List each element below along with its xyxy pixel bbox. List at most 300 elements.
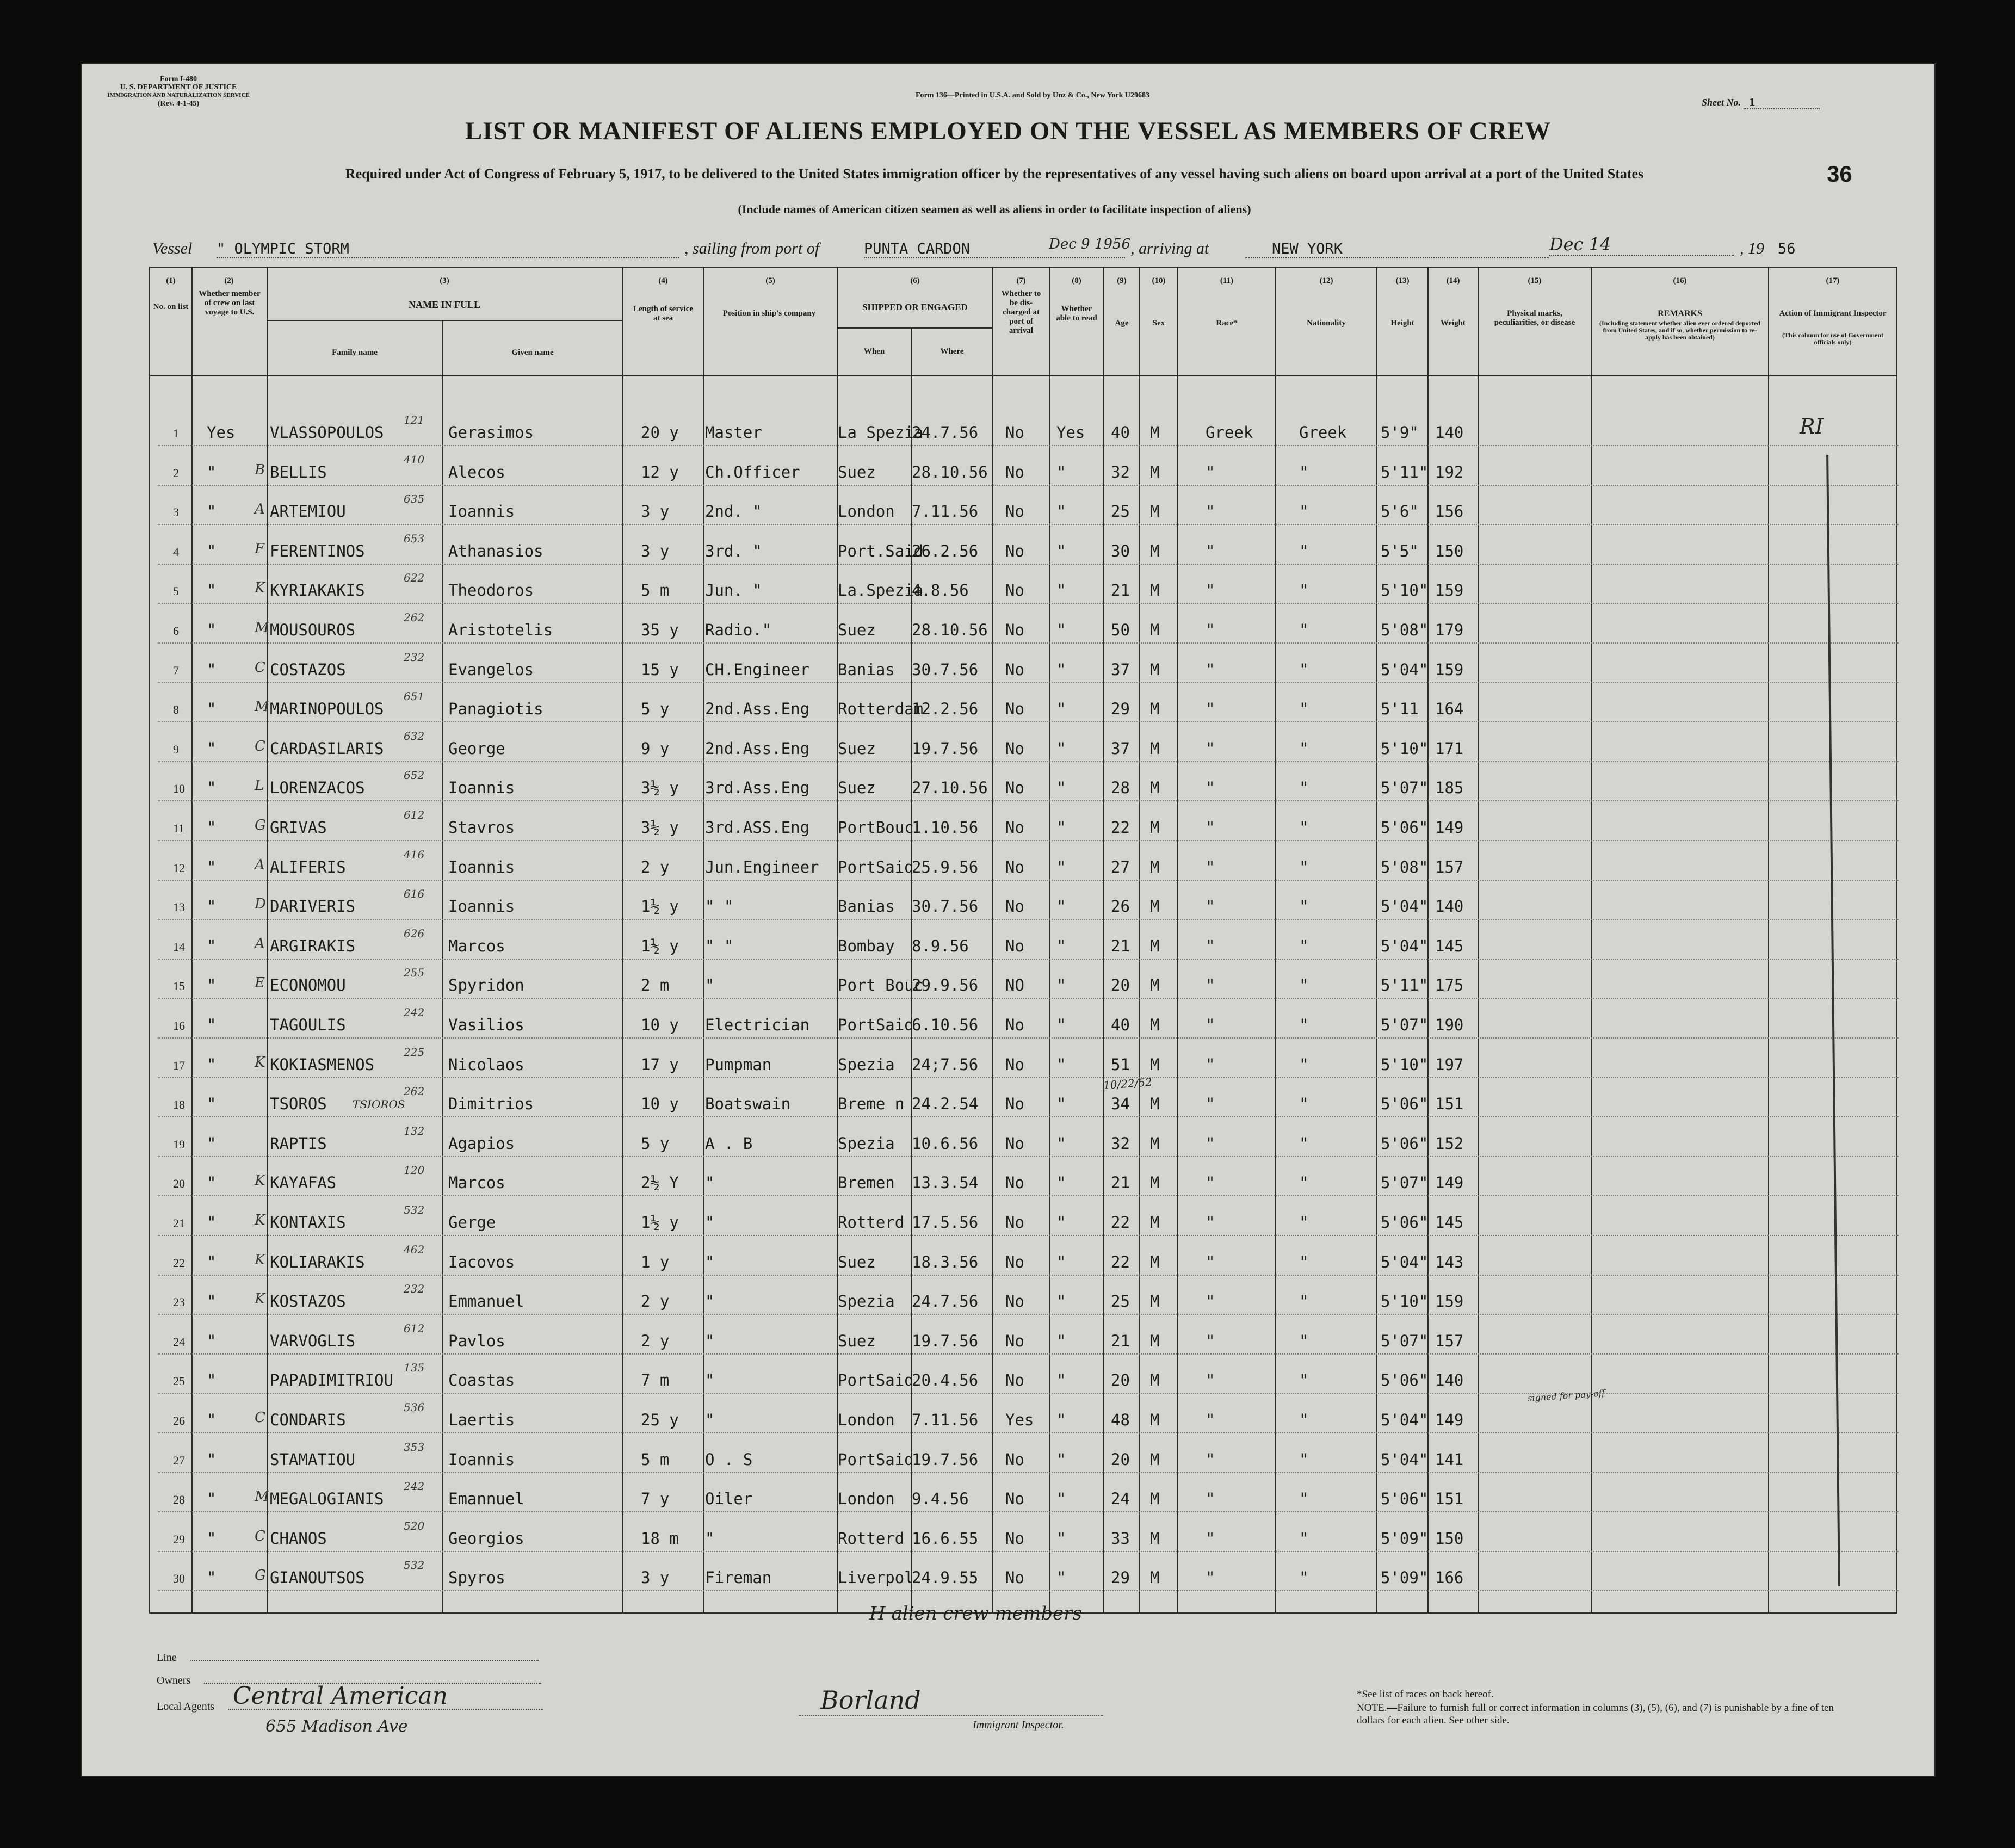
family-name: FERENTINOS (270, 541, 365, 560)
shipped-when: 19.7.56 (912, 1450, 979, 1469)
race: " (1206, 936, 1215, 955)
last-voyage: " (207, 1371, 217, 1390)
row17-stamp: 10/22/52 (1103, 1075, 1153, 1092)
position: Fireman (705, 1568, 772, 1587)
row-mark: K (255, 1291, 265, 1308)
position: CH.Engineer (705, 660, 810, 679)
position: " (705, 1371, 715, 1390)
service-length: 3½ y (641, 778, 679, 798)
shipped-when: 24.7.56 (912, 423, 979, 442)
row-mark: K (255, 1172, 265, 1189)
row-number: 21 (173, 1216, 185, 1230)
height: 5'04" (1381, 660, 1429, 679)
age: 40 (1111, 423, 1130, 442)
service-length: 20 y (641, 423, 679, 442)
family-name: CARDASILARIS (270, 739, 384, 758)
vessel-line (81, 235, 1936, 262)
col13-number: (13) (1395, 276, 1410, 285)
family-code: 616 (404, 887, 425, 901)
family-name: LORENZACOS (270, 778, 365, 798)
row-number: 7 (173, 663, 179, 677)
last-voyage: " (207, 1450, 217, 1469)
col8-number: (8) (1072, 276, 1081, 285)
position: " (705, 1331, 715, 1350)
table-row (81, 650, 1936, 689)
race: " (1206, 1411, 1215, 1429)
row-number: 24 (173, 1334, 185, 1349)
shipped-when: 1.10.56 (912, 818, 979, 837)
row-mark: K (255, 1054, 265, 1071)
given-name: George (448, 739, 505, 758)
position: Boatswain (705, 1095, 791, 1114)
table-row (81, 1321, 1936, 1360)
given-name: Stavros (448, 818, 515, 837)
row-number: 23 (173, 1295, 185, 1309)
race: " (1206, 857, 1215, 876)
height: 5'07" (1381, 1331, 1429, 1350)
height: 5'10" (1381, 1055, 1429, 1074)
sex: M (1150, 423, 1160, 442)
row-mark: C (255, 1410, 265, 1426)
nationality: " (1299, 778, 1309, 798)
sex: M (1150, 462, 1160, 481)
table-row (81, 1123, 1936, 1163)
able-to-read: " (1056, 1371, 1066, 1390)
nationality: " (1299, 1213, 1309, 1232)
able-to-read: " (1056, 541, 1066, 560)
family-name: MOUSOUROS (270, 621, 356, 639)
row-mark: A (255, 856, 265, 873)
age: 22 (1111, 818, 1130, 837)
last-voyage: " (207, 462, 217, 481)
given-name: Pavlos (448, 1331, 505, 1350)
position: " " (705, 897, 734, 916)
table-row (81, 1281, 1936, 1320)
nationality: " (1299, 1450, 1309, 1469)
nationality: " (1299, 541, 1309, 560)
service-length: 1 y (641, 1252, 670, 1271)
vessel-name: " OLYMPIC STORM (217, 240, 679, 258)
given-name: Georgios (448, 1529, 524, 1548)
col7-header: Whether to be dis-charged at port of arrival (1001, 289, 1041, 335)
year-prefix: , 19 (1740, 239, 1764, 257)
given-name: Aristotelis (448, 621, 553, 639)
family-code: 651 (404, 690, 425, 703)
height: 5'06" (1381, 1095, 1429, 1114)
discharged: No (1005, 1331, 1024, 1350)
last-voyage: " (207, 1213, 217, 1232)
row-mark: M (255, 1488, 269, 1505)
age: 21 (1111, 581, 1130, 600)
discharged: No (1005, 778, 1024, 798)
col8-header: Whether able to read (1056, 305, 1097, 323)
family-name: BELLIS (270, 462, 327, 481)
discharged: No (1005, 1055, 1024, 1074)
discharged: No (1005, 502, 1024, 521)
table-row (81, 689, 1936, 728)
position: Ch.Officer (705, 462, 800, 481)
given-name: Theodoros (448, 581, 534, 600)
discharged: NO (1005, 976, 1024, 995)
row-mark: K (255, 1212, 265, 1228)
shipped-where: Port Bouc (838, 976, 924, 995)
shipped-when: 12.2.56 (912, 700, 979, 719)
shipped-when: 28.10.56 (912, 462, 988, 481)
family-name: PAPADIMITRIOU (270, 1371, 393, 1390)
height: 5'08" (1381, 857, 1429, 876)
nationality: " (1299, 502, 1309, 521)
sex: M (1150, 541, 1160, 560)
height: 5'11 (1381, 700, 1419, 719)
shipped-where: Suez (838, 778, 876, 798)
weight: 164 (1435, 700, 1464, 719)
height: 5'6" (1381, 502, 1419, 521)
col13-header: Height (1390, 319, 1414, 327)
weight: 140 (1435, 423, 1464, 442)
discharged: No (1005, 739, 1024, 758)
able-to-read: " (1056, 936, 1066, 955)
position: O . S (705, 1450, 753, 1469)
shipped-where: Suez (838, 1331, 876, 1350)
sheet-value: 1 (1744, 97, 1820, 109)
nationality: " (1299, 1292, 1309, 1311)
discharged: No (1005, 1173, 1024, 1192)
footer-note: NOTE.—Failure to furnish full or correct information in columns (3), (5), (6), and (7) is punishable by a fine of ten dollars for each alien. See other side. (1357, 1702, 1834, 1726)
height: 5'04" (1381, 936, 1429, 955)
row-number: 13 (173, 900, 185, 914)
service-length: 17 y (641, 1055, 679, 1074)
table-row (81, 1163, 1936, 1202)
family-code: 353 (404, 1440, 425, 1454)
nationality: " (1299, 462, 1309, 481)
last-voyage: " (207, 976, 217, 995)
age: 26 (1111, 897, 1130, 916)
able-to-read: " (1056, 1529, 1066, 1548)
age: 32 (1111, 462, 1130, 481)
race: " (1206, 1095, 1215, 1114)
last-voyage: " (207, 936, 217, 955)
col11-header: Race* (1216, 319, 1238, 327)
race: " (1206, 621, 1215, 639)
height: 5'06" (1381, 818, 1429, 837)
footer-line-label (157, 1652, 539, 1664)
service-length: 35 y (641, 621, 679, 639)
position: Jun.Engineer (705, 857, 819, 876)
discharged: No (1005, 423, 1024, 442)
col2-header: Whether member of crew on last voyage to U.S. (199, 289, 261, 317)
shipped-when: 24;7.56 (912, 1055, 979, 1074)
age: 21 (1111, 1331, 1130, 1350)
given-name: Ioannis (448, 778, 515, 798)
given-name: Gerasimos (448, 423, 534, 442)
given-name: Vasilios (448, 1016, 524, 1034)
family-code: 225 (404, 1045, 425, 1059)
table-row (81, 1202, 1936, 1241)
position: 2nd. " (705, 502, 762, 521)
nationality: " (1299, 581, 1309, 600)
position: " (705, 976, 715, 995)
shipped-where: London (838, 1489, 895, 1509)
shipped-where: PortSaid (838, 1016, 914, 1034)
position: Master (705, 423, 762, 442)
service-length: 2 y (641, 1292, 670, 1311)
able-to-read: " (1056, 778, 1066, 798)
able-to-read: " (1056, 1134, 1066, 1153)
table-row (81, 768, 1936, 807)
position: 3rd. " (705, 541, 762, 560)
height: 5'07" (1381, 1016, 1429, 1034)
col14-header: Weight (1441, 319, 1466, 327)
row-number: 30 (173, 1572, 185, 1586)
sex: M (1150, 1450, 1160, 1469)
inspector-signature: Borland (820, 1685, 921, 1715)
sex: M (1150, 1529, 1160, 1548)
race: " (1206, 976, 1215, 995)
height: 5'06" (1381, 1213, 1429, 1232)
family-code: 462 (404, 1243, 425, 1256)
shipped-where: Banias (838, 660, 895, 679)
race: " (1206, 1173, 1215, 1192)
row26-note: signed for pay-off (1527, 1388, 1605, 1404)
service-length: 10 y (641, 1016, 679, 1034)
height: 5'04" (1381, 1411, 1429, 1429)
family-name: GIANOUTSOS (270, 1568, 365, 1587)
able-to-read: " (1056, 1016, 1066, 1034)
arriving-label: , arriving at (1130, 239, 1209, 257)
discharged: No (1005, 1529, 1024, 1548)
table-row (81, 491, 1936, 530)
able-to-read: " (1056, 1173, 1066, 1192)
height: 5'11" (1381, 462, 1429, 481)
shipped-where: Suez (838, 739, 876, 758)
col11-number: (11) (1220, 276, 1234, 285)
table-row (81, 965, 1936, 1004)
shipped-where: Rotterdam (838, 700, 924, 719)
race: Greek (1206, 423, 1253, 442)
last-voyage: Yes (207, 423, 236, 442)
age: 28 (1111, 778, 1130, 798)
discharged: No (1005, 818, 1024, 837)
weight: 152 (1435, 1134, 1464, 1153)
table-row (81, 926, 1936, 965)
given-name: Coastas (448, 1371, 515, 1390)
owners-label: Owners (157, 1674, 191, 1686)
age: 29 (1111, 700, 1130, 719)
shipped-when: 6.10.56 (912, 1016, 979, 1034)
sex: M (1150, 818, 1160, 837)
height: 5'10" (1381, 1292, 1429, 1311)
race: " (1206, 1134, 1215, 1153)
form-revision: (Rev. 4-1-45) (157, 100, 200, 108)
agents-label: Local Agents (157, 1701, 215, 1713)
weight: 143 (1435, 1252, 1464, 1271)
row-number: 28 (173, 1493, 185, 1507)
discharged: No (1005, 660, 1024, 679)
col9-header: Age (1115, 319, 1129, 327)
agents-handwriting: Central American (233, 1682, 448, 1710)
given-name: Iacovos (448, 1252, 515, 1271)
service-length: 2½ Y (641, 1173, 679, 1192)
table-row (81, 1360, 1936, 1399)
nationality: " (1299, 818, 1309, 837)
able-to-read: " (1056, 976, 1066, 995)
given-name: Spyros (448, 1568, 505, 1587)
last-voyage: " (207, 581, 217, 600)
col5-number: (5) (765, 276, 775, 285)
height: 5'09" (1381, 1529, 1429, 1548)
given-name: Evangelos (448, 660, 534, 679)
family-name: TAGOULIS (270, 1016, 346, 1034)
service-length: 12 y (641, 462, 679, 481)
shipped-where: Spezia (838, 1134, 895, 1153)
given-name: Athanasios (448, 541, 543, 560)
col3-given-header: Given name (511, 348, 554, 357)
given-name: Nicolaos (448, 1055, 524, 1074)
able-to-read: " (1056, 1252, 1066, 1271)
age: 34 (1111, 1095, 1130, 1114)
last-voyage: " (207, 621, 217, 639)
last-voyage: " (207, 1489, 217, 1509)
last-voyage: " (207, 1292, 217, 1311)
form-number: Form I-480 (159, 75, 197, 83)
vessel-label: Vessel (152, 239, 193, 257)
position: " (705, 1292, 715, 1311)
row-number: 6 (173, 624, 179, 638)
age: 21 (1111, 936, 1130, 955)
able-to-read: " (1056, 897, 1066, 916)
shipped-when: 19.7.56 (912, 1331, 979, 1350)
family-code: 242 (404, 1006, 425, 1019)
row-mark: C (255, 1528, 265, 1544)
family-name: KYRIAKAKIS (270, 581, 365, 600)
weight: 151 (1435, 1095, 1464, 1114)
sex: M (1150, 660, 1160, 679)
nationality: " (1299, 1331, 1309, 1350)
able-to-read: " (1056, 700, 1066, 719)
family-name: STAMATIOU (270, 1450, 356, 1469)
position: A . B (705, 1134, 753, 1153)
nationality: Greek (1299, 423, 1347, 442)
nationality: " (1299, 1529, 1309, 1548)
col3-number: (3) (440, 276, 449, 285)
row-number: 9 (173, 742, 179, 756)
service-length: 25 y (641, 1411, 679, 1429)
col1-header: No. on list (153, 302, 189, 311)
discharged: No (1005, 1371, 1024, 1390)
race: " (1206, 897, 1215, 916)
weight: 185 (1435, 778, 1464, 798)
discharged: No (1005, 897, 1024, 916)
nationality: " (1299, 857, 1309, 876)
service-length: 5 m (641, 1450, 670, 1469)
family-code: 622 (404, 571, 425, 585)
family-name: KAYAFAS (270, 1173, 337, 1192)
shipped-where: Spezia (838, 1055, 895, 1074)
nationality: " (1299, 936, 1309, 955)
service-length: 18 m (641, 1529, 679, 1548)
position: Pumpman (705, 1055, 772, 1074)
nationality: " (1299, 1173, 1309, 1192)
service-length: 9 y (641, 739, 670, 758)
sex: M (1150, 976, 1160, 995)
family-code: 653 (404, 531, 425, 545)
row-mark: A (255, 935, 265, 952)
able-to-read: " (1056, 1055, 1066, 1074)
family-code: 612 (404, 1321, 425, 1335)
family-name: KOLIARAKIS (270, 1252, 365, 1271)
able-to-read: " (1056, 621, 1066, 639)
given-name: Panagiotis (448, 700, 543, 719)
discharged: No (1005, 462, 1024, 481)
sex: M (1150, 502, 1160, 521)
able-to-read: " (1056, 818, 1066, 837)
shipped-where: London (838, 502, 895, 521)
able-to-read: " (1056, 502, 1066, 521)
race: " (1206, 1252, 1215, 1271)
col4-header: Length of service at sea (633, 305, 693, 323)
discharged: No (1005, 857, 1024, 876)
port-to: NEW YORK (1245, 240, 1549, 258)
race: " (1206, 700, 1215, 719)
discharged: Yes (1005, 1411, 1034, 1429)
nationality: " (1299, 1016, 1309, 1034)
last-voyage: " (207, 857, 217, 876)
family-name: ALIFERIS (270, 857, 346, 876)
sex: M (1150, 1331, 1160, 1350)
row-number: 10 (173, 782, 185, 796)
last-voyage: " (207, 1568, 217, 1587)
position: " (705, 1252, 715, 1271)
weight: 166 (1435, 1568, 1464, 1587)
given-name: Spyridon (448, 976, 524, 995)
family-code: 232 (404, 650, 425, 664)
age: 22 (1111, 1252, 1130, 1271)
sex: M (1150, 1016, 1160, 1034)
sex: M (1150, 1292, 1160, 1311)
col6-where-header: Where (940, 347, 964, 356)
sex: M (1150, 857, 1160, 876)
discharged: No (1005, 700, 1024, 719)
shipped-where: Rotterd (838, 1529, 905, 1548)
agents-address: 655 Madison Ave (265, 1717, 408, 1736)
shipped-when: 10.6.56 (912, 1134, 979, 1153)
race: " (1206, 541, 1215, 560)
row-mark: G (255, 1567, 266, 1584)
weight: 141 (1435, 1450, 1464, 1469)
position: 3rd.ASS.Eng (705, 818, 810, 837)
col16-subheader: (Including statement whether alien ever ordered deported from United States, and if so, whether permission to re-apply has been obtained) (1599, 319, 1760, 341)
row-number: 19 (173, 1137, 185, 1151)
position: " (705, 1529, 715, 1548)
weight: 171 (1435, 739, 1464, 758)
crew-table-body (81, 412, 1936, 1609)
family-name: KOSTAZOS (270, 1292, 346, 1311)
weight: 197 (1435, 1055, 1464, 1074)
position: 3rd.Ass.Eng (705, 778, 810, 798)
row-number: 17 (173, 1058, 185, 1072)
able-to-read: " (1056, 1568, 1066, 1587)
shipped-when: 8.9.56 (912, 936, 969, 955)
service-length: 1½ y (641, 936, 679, 955)
last-voyage: " (207, 1331, 217, 1350)
race: " (1206, 462, 1215, 481)
table-row (81, 1439, 1936, 1479)
col10-header: Sex (1152, 319, 1165, 327)
position: Oiler (705, 1489, 753, 1509)
weight: 150 (1435, 541, 1464, 560)
family-name: KOKIASMENOS (270, 1055, 375, 1074)
weight: 140 (1435, 1371, 1464, 1390)
